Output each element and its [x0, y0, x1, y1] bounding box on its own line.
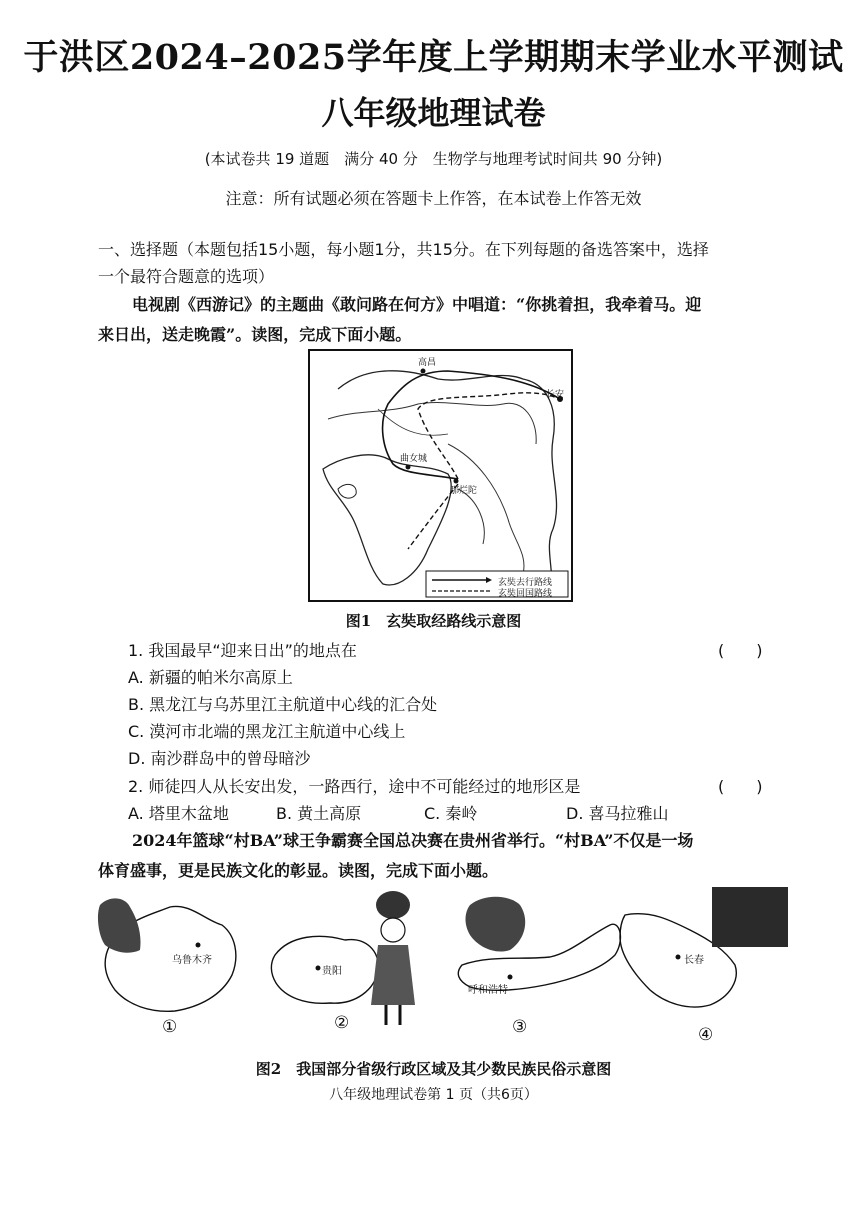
question-1-option-d: D. 南沙群岛中的曾母暗沙: [128, 749, 311, 768]
folk-photo-4: [712, 887, 788, 947]
provinces-svg: [90, 885, 790, 1050]
figure-2-caption: 图2 我国部分省级行政区域及其少数民族民俗示意图: [255, 1060, 612, 1078]
passage-2: [98, 826, 798, 886]
figure-2-number-3: ③: [512, 1017, 528, 1037]
question-2-stem: 2. 师徒四人从长安出发，一路西行，途中不可能经过的地形区是: [128, 777, 581, 796]
folk-figure-2: [371, 891, 415, 1025]
gaochang-marker: [421, 369, 426, 374]
question-2-option-b: B. 黄土高原: [276, 804, 362, 823]
city-label-2: 贵阳: [322, 966, 342, 977]
city-label-3: 呼和浩特: [468, 985, 508, 996]
figure-2-number-4: ④: [698, 1025, 714, 1045]
section-heading-line1: 一、选择题（本题包括15小题，每小题1分，共15分。在下列每题的备选答案中，选择: [98, 240, 709, 259]
question-2-option-c: C. 秦岭: [424, 804, 478, 823]
folk-figure-3: [466, 897, 526, 952]
exam-title: 于洪区2024–2025学年度上学期期末学业水平测试: [23, 37, 844, 78]
figure-1-map: [308, 349, 573, 602]
legend-back: 玄奘回国路线: [498, 589, 553, 599]
page-footer: 八年级地理试卷第 1 页（共6页）: [329, 1087, 538, 1103]
question-2-option-a: A. 塔里木盆地: [128, 804, 229, 823]
passage-1: [98, 290, 803, 350]
question-1-answer-paren: ( ): [718, 641, 763, 660]
passage-1-line2: 来日出，送走晚霞”。读图，完成下面小题。: [98, 325, 412, 344]
map-label-natuo: 那烂陀: [450, 486, 478, 496]
map-label-changan: 长安: [546, 390, 565, 400]
figure-2-panel: [90, 885, 790, 1050]
question-1-option-c: C. 漠河市北端的黑龙江主航道中心线上: [128, 722, 406, 741]
route-map-svg: [308, 349, 573, 602]
exam-info: (本试卷共 19 道题 满分 40 分 生物学与地理考试时间共 90 分钟): [204, 150, 663, 168]
question-2-answer-paren: ( ): [718, 777, 763, 796]
map-label-gaochang: 高昌: [418, 358, 437, 368]
passage-1-line1: 电视剧《西游记》的主题曲《敢问路在何方》中唱道：“你挑着担，我牵着马。迎: [132, 295, 702, 314]
section-heading: [98, 236, 803, 290]
city-label-4: 长春: [684, 955, 704, 966]
figure-1-caption: 图1 玄奘取经路线示意图: [345, 612, 522, 630]
passage-2-line2: 体育盛事，更是民族文化的彰显。读图，完成下面小题。: [98, 861, 499, 880]
question-1-option-b: B. 黑龙江与乌苏里江主航道中心线的汇合处: [128, 695, 438, 714]
passage-2-line1: 2024年篮球“村BA”球王争霸赛全国总决赛在贵州省举行。“村BA”不仅是一场: [132, 831, 694, 850]
folk-figure-1: [98, 898, 141, 952]
qunv-marker: [406, 465, 411, 470]
figure-2-number-1: ①: [162, 1017, 178, 1037]
section-heading-line2: 一个最符合题意的选项）: [98, 267, 275, 286]
exam-subtitle: 八年级地理试卷: [321, 94, 546, 132]
question-1-option-a: A. 新疆的帕米尔高原上: [128, 668, 293, 687]
map-label-qunv: 曲女城: [400, 454, 428, 464]
exam-notice: 注意：所有试题必须在答题卡上作答，在本试卷上作答无效: [225, 189, 642, 208]
figure-2-number-2: ②: [334, 1013, 350, 1033]
legend-go: 玄奘去行路线: [498, 578, 553, 588]
city-label-1: 乌鲁木齐: [172, 955, 212, 966]
question-1-stem: 1. 我国最早“迎来日出”的地点在: [128, 641, 357, 660]
question-2-option-d: D. 喜马拉雅山: [566, 804, 669, 823]
